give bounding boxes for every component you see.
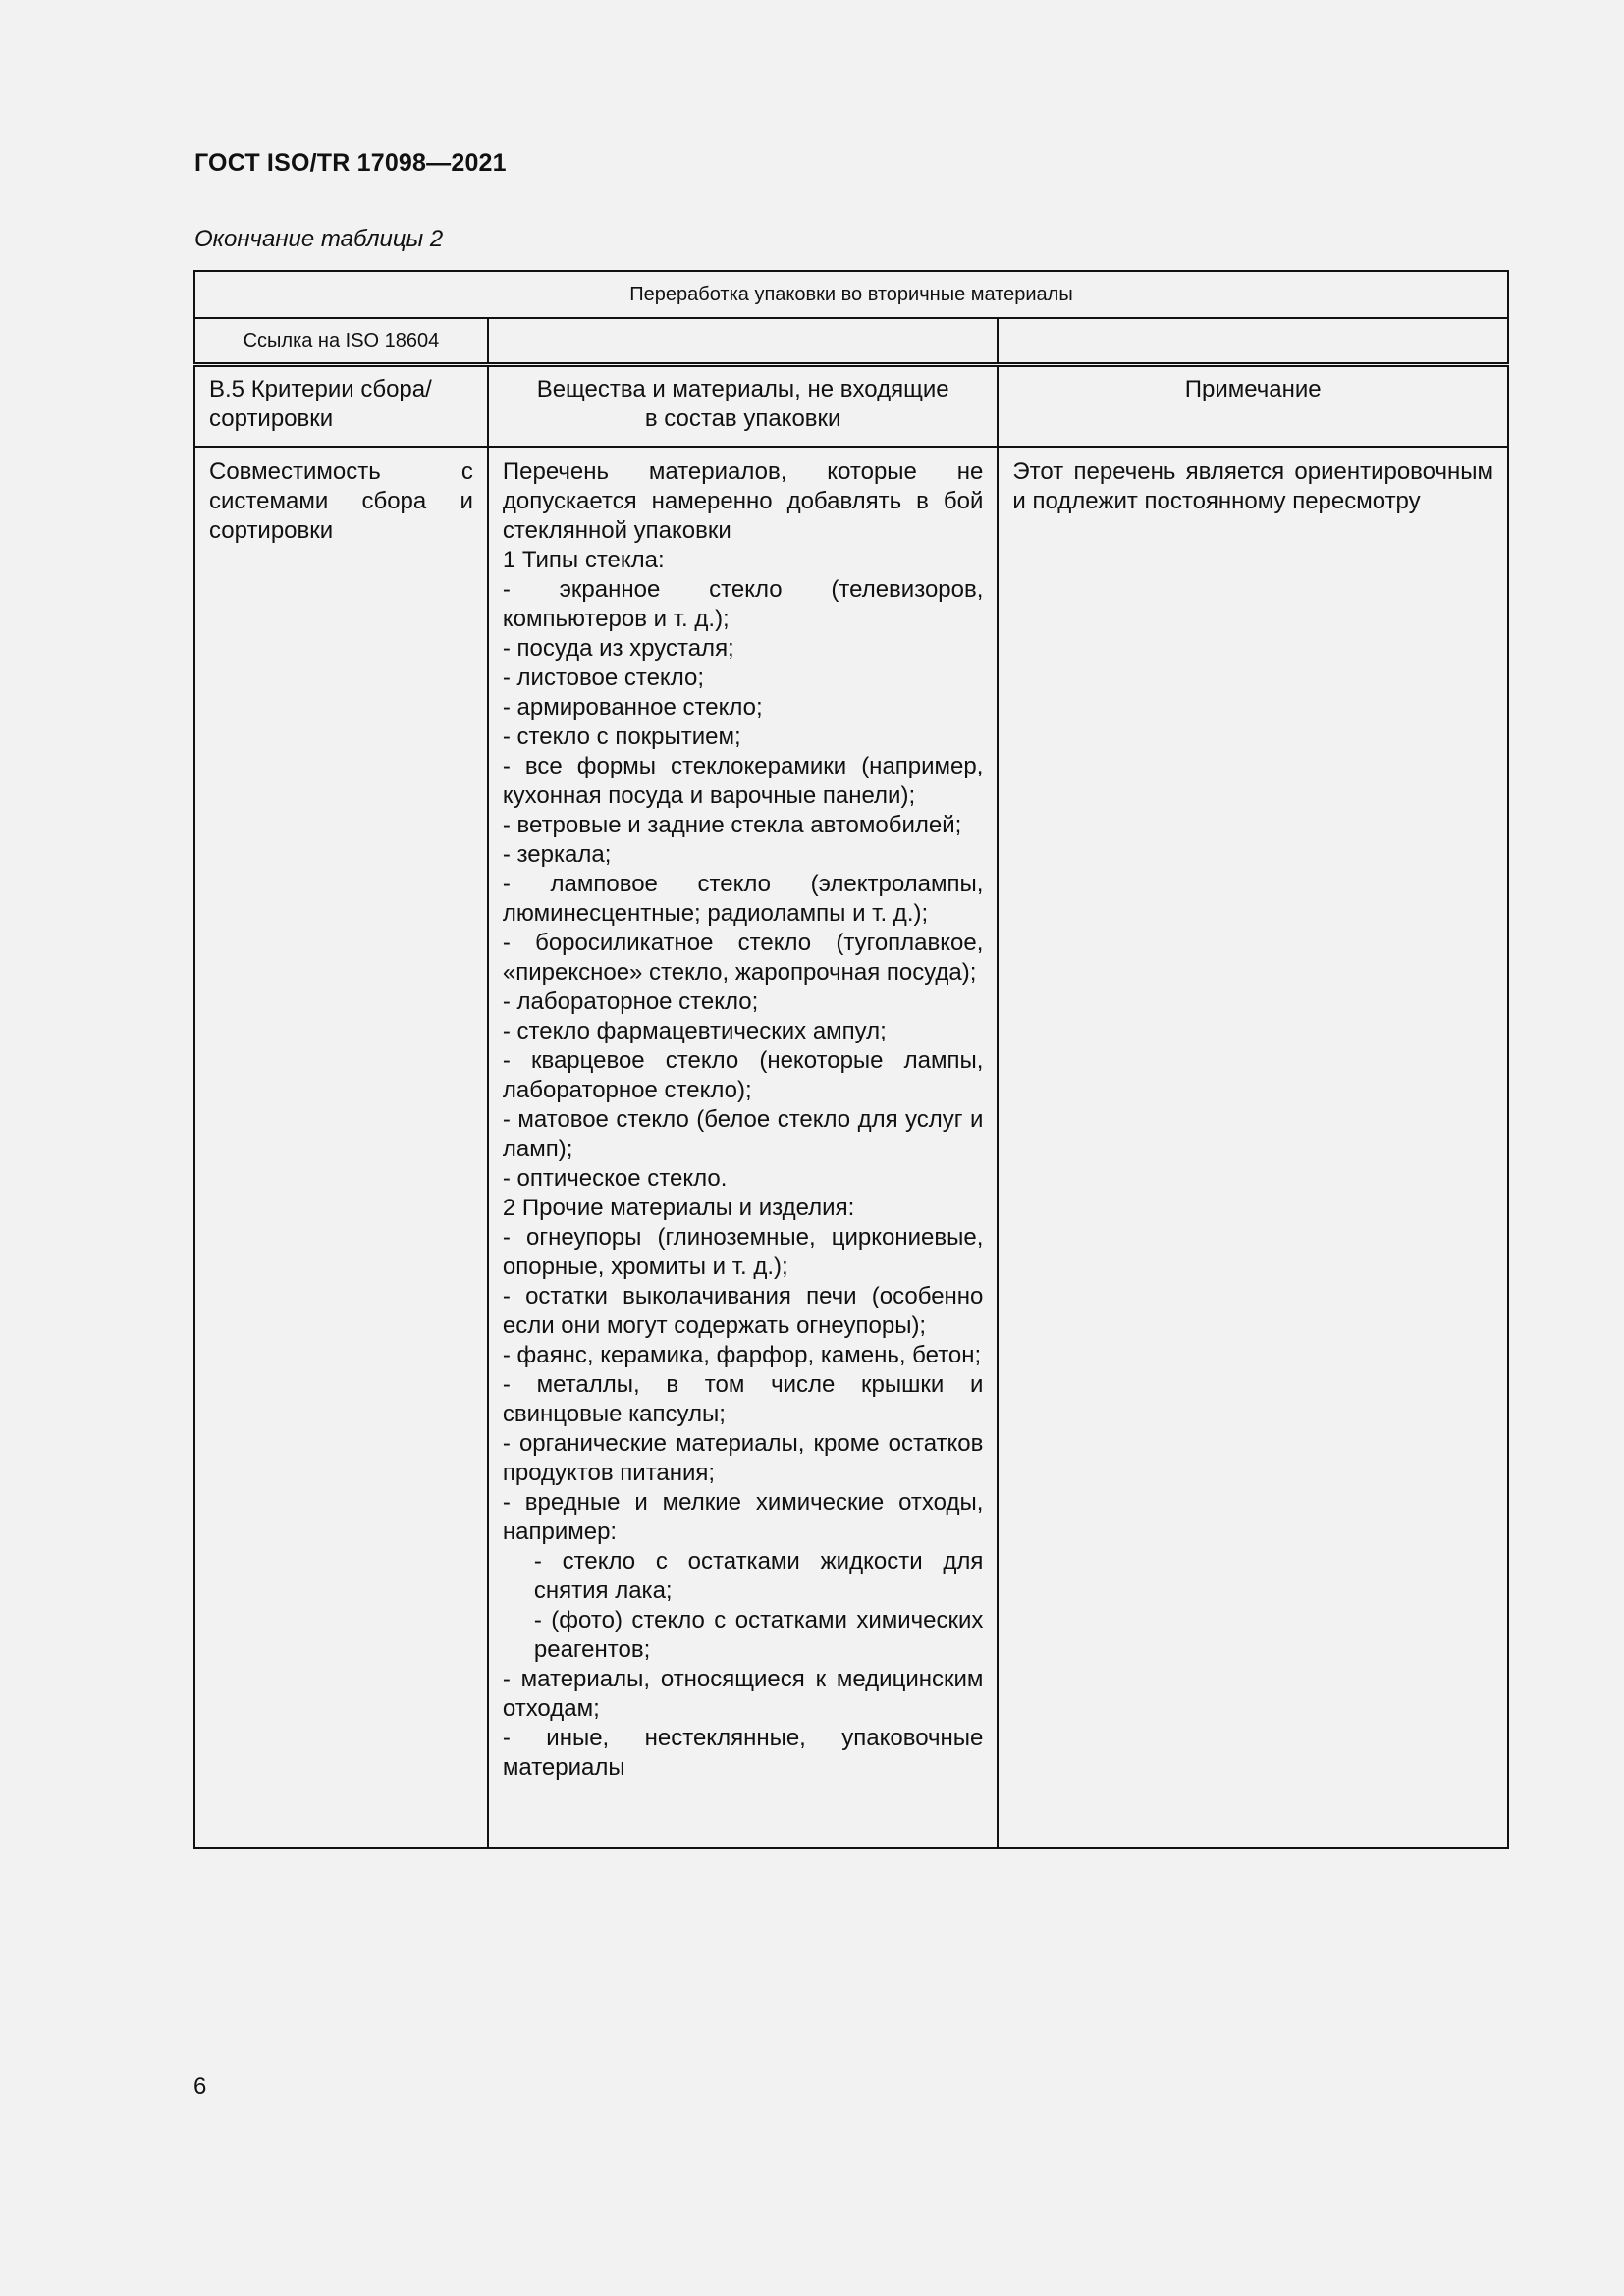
materials-intro: Перечень материалов, которые не допускается намеренно добавлять в бой стеклянной упаковки [502, 458, 984, 544]
list-item: - листовое стекло; [502, 665, 704, 691]
column-header-materials-line-2: в состав упаковки [644, 405, 841, 432]
sub-list-item: - стекло с остатками жидкости для снятия лака; [533, 1548, 984, 1604]
list-item: - армированное стекло; [502, 694, 763, 721]
criterion-cell: Совместимость с системами сбора и сортировки [194, 447, 488, 1848]
list-item: - стекло фармацевтических ампул; [502, 1018, 887, 1044]
list-item: - оптическое стекло. [502, 1165, 728, 1192]
list-item: - стекло с покрытием; [502, 723, 741, 750]
criteria-table [193, 270, 1509, 1849]
list-item: - материалы, относящиеся к медицинским отходам; [502, 1666, 984, 1722]
reference-empty-cell [488, 318, 999, 365]
column-header-note: Примечание [998, 365, 1508, 448]
list-item: - ветровые и задние стекла автомобилей; [502, 812, 962, 838]
table-title: Переработка упаковки во вторичные материалы [194, 271, 1508, 318]
list-item: - фаянс, керамика, фарфор, камень, бетон; [502, 1342, 982, 1368]
materials-cell [488, 447, 999, 1848]
list-item: - огнеупоры (глиноземные, циркониевые, опорные, хромиты и т. д.); [502, 1224, 984, 1280]
note-cell: Этот перечень является ориентировочным и подлежит постоянному пересмотру [998, 447, 1508, 1848]
list-item: - органические материалы, кроме остатков продуктов питания; [502, 1430, 984, 1486]
column-header-materials [488, 365, 999, 448]
column-header-materials-line-1: Вещества и материалы, не входящие [536, 376, 949, 402]
document-id: ГОСТ ISO/TR 17098—2021 [194, 149, 507, 177]
table-row [194, 447, 1508, 1848]
reference-row [194, 318, 1508, 365]
column-header-criteria: В.5 Критерии сбора/ сортировки [194, 365, 488, 448]
list-item: - металлы, в том числе крышки и свинцовые капсулы; [502, 1371, 984, 1427]
list-item: - боросиликатное стекло (тугоплавкое, «пирексное» стекло, жаропрочная посуда); [502, 930, 984, 986]
list-item: - матовое стекло (белое стекло для услуг и ламп); [502, 1106, 984, 1162]
list-item: - лабораторное стекло; [502, 988, 759, 1015]
list-item: - все формы стеклокерамики (например, кухонная посуда и варочные панели); [502, 753, 984, 809]
group-title: 1 Типы стекла: [502, 547, 665, 573]
list-item: - остатки выколачивания печи (особенно если они могут содержать огнеупоры); [502, 1283, 984, 1339]
list-item: - вредные и мелкие химические отходы, например: [502, 1489, 984, 1545]
reference-empty-cell [998, 318, 1508, 365]
table-title-row [194, 271, 1508, 318]
list-item: - кварцевое стекло (некоторые лампы, лабораторное стекло); [502, 1047, 984, 1103]
group-title: 2 Прочие материалы и изделия: [502, 1195, 855, 1221]
reference-label: Ссылка на ISO 18604 [194, 318, 488, 365]
list-item: - иные, нестеклянные, упаковочные материалы [502, 1725, 984, 1781]
list-item: - ламповое стекло (электролампы, люминесцентные; радиолампы и т. д.); [502, 871, 984, 927]
sub-list-item: - (фото) стекло с остатками химических реагентов; [533, 1607, 984, 1663]
table-header-row [194, 365, 1508, 448]
page-number: 6 [193, 2073, 207, 2100]
list-item: - посуда из хрусталя; [502, 635, 734, 662]
list-item: - зеркала; [502, 841, 612, 868]
table-caption: Окончание таблицы 2 [194, 226, 444, 252]
list-item: - экранное стекло (телевизоров, компьютеров и т. д.); [502, 576, 984, 632]
